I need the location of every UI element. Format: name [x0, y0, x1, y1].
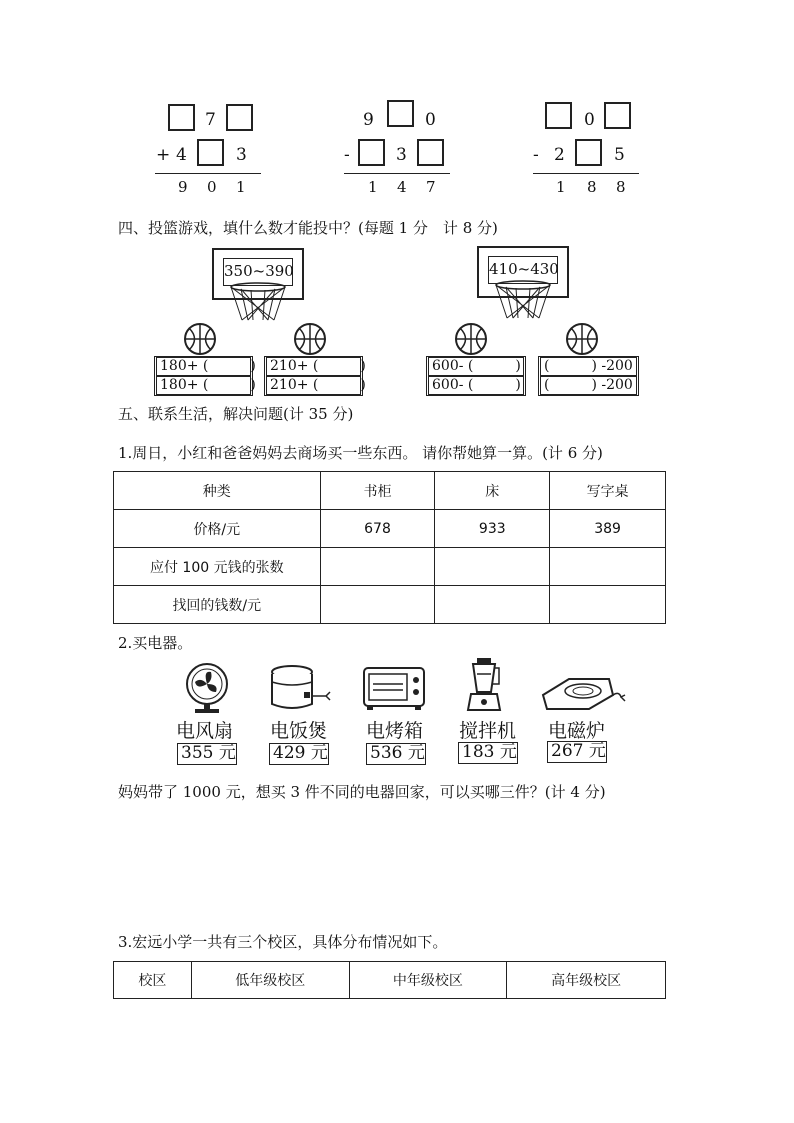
- target-range: 410~430: [488, 256, 558, 284]
- answer-box[interactable]: [168, 104, 195, 131]
- result-digit: 1: [556, 178, 566, 196]
- result-digit: 4: [397, 178, 407, 196]
- basketball-icon: [183, 322, 217, 356]
- result-digit: 1: [368, 178, 378, 196]
- price-tag: 183 元: [458, 742, 518, 764]
- fill-in-box[interactable]: 210+ ( ): [266, 357, 361, 376]
- answer-box[interactable]: [197, 139, 224, 166]
- table-header: 中年级校区: [349, 962, 507, 999]
- basketball-icon: [565, 322, 599, 356]
- answer-box[interactable]: [387, 100, 414, 127]
- fill-in-box[interactable]: ( ) -200: [540, 357, 637, 376]
- fill-in-box[interactable]: ( ) -200: [540, 376, 637, 395]
- induction-cooker-icon: [539, 673, 629, 713]
- table-header: 写字桌: [550, 472, 666, 510]
- digit: 0: [425, 110, 436, 130]
- target-range: 350~390: [223, 258, 293, 286]
- price-tag: 267 元: [547, 741, 607, 763]
- section5-title: 五、联系生活，解决问题(计 35 分): [118, 405, 354, 423]
- table-header: 低年级校区: [191, 962, 349, 999]
- basketball-icon: [454, 322, 488, 356]
- answer-box[interactable]: [226, 104, 253, 131]
- answer-box[interactable]: [417, 139, 444, 166]
- sum-line: [155, 173, 261, 174]
- fill-in-box[interactable]: 600- ( ): [428, 376, 524, 395]
- digit: 5: [614, 145, 625, 165]
- answer-box[interactable]: [604, 102, 631, 129]
- result-digit: 7: [426, 178, 436, 196]
- result-digit: 0: [207, 178, 217, 196]
- price-tag: 355 元: [177, 743, 237, 765]
- operator: -: [533, 145, 539, 165]
- basketball-icon: [293, 322, 327, 356]
- answer-cell[interactable]: [435, 548, 550, 586]
- digit: 3: [396, 145, 407, 165]
- answer-box[interactable]: [358, 139, 385, 166]
- appliance-name: 搅拌机: [459, 720, 517, 742]
- table-cell: 678: [320, 510, 435, 548]
- answer-cell[interactable]: [550, 548, 666, 586]
- appliance-name: 电饭煲: [270, 720, 328, 742]
- question-3: 3.宏远小学一共有三个校区，具体分布情况如下。: [118, 933, 448, 951]
- table-header: 校区: [114, 962, 192, 999]
- digit: 0: [584, 110, 595, 130]
- table-cell: 找回的钱数/元: [114, 586, 321, 624]
- digit: 9: [363, 110, 374, 130]
- operator: +: [156, 145, 171, 165]
- answer-cell[interactable]: [320, 548, 435, 586]
- basket-net-icon: [228, 282, 288, 324]
- table-cell: 933: [435, 510, 550, 548]
- table-cell: 应付 100 元钱的张数: [114, 548, 321, 586]
- question-2: 2.买电器。: [118, 634, 193, 652]
- basket-net-icon: [493, 280, 553, 322]
- table-header: 书柜: [320, 472, 435, 510]
- table-header: 床: [435, 472, 550, 510]
- question-2-text: 妈妈带了 1000 元，想买 3 件不同的电器回家，可以买哪三件？(计 4 分): [118, 783, 606, 801]
- question-1: 1.周日，小红和爸爸妈妈去商场买一些东西。 请你帮她算一算。(计 6 分): [118, 444, 603, 462]
- fill-in-box[interactable]: 210+ ( ): [266, 376, 361, 395]
- appliance-name: 电磁炉: [548, 720, 606, 742]
- rice-cooker-icon: [268, 662, 338, 714]
- answer-cell[interactable]: [550, 586, 666, 624]
- electric-fan-icon: [183, 662, 231, 714]
- operator: -: [344, 145, 350, 165]
- price-table: [113, 471, 666, 624]
- fill-in-box[interactable]: 600- ( ): [428, 357, 524, 376]
- campus-table: [113, 961, 666, 999]
- sum-line: [344, 173, 450, 174]
- table-cell: 389: [550, 510, 666, 548]
- fill-in-box[interactable]: 180+ ( ): [156, 376, 251, 395]
- blender-icon: [463, 656, 505, 714]
- answer-box[interactable]: [545, 102, 572, 129]
- result-digit: 9: [178, 178, 188, 196]
- result-digit: 1: [236, 178, 246, 196]
- answer-area[interactable]: [118, 812, 666, 922]
- answer-cell[interactable]: [435, 586, 550, 624]
- fill-in-box[interactable]: 180+ ( ): [156, 357, 251, 376]
- price-tag: 536 元: [366, 743, 426, 765]
- section4-title: 四、投篮游戏，填什么数才能投中？(每题 1 分 计 8 分): [118, 219, 498, 237]
- answer-cell[interactable]: [320, 586, 435, 624]
- oven-icon: [361, 664, 427, 712]
- result-digit: 8: [587, 178, 597, 196]
- digit: 7: [205, 110, 216, 130]
- digit: 2: [554, 145, 565, 165]
- table-header: 种类: [114, 472, 321, 510]
- price-tag: 429 元: [269, 743, 329, 765]
- digit: 3: [236, 145, 247, 165]
- answer-box[interactable]: [575, 139, 602, 166]
- appliance-name: 电烤箱: [366, 720, 424, 742]
- sum-line: [533, 173, 639, 174]
- digit: 4: [176, 145, 187, 165]
- appliance-name: 电风扇: [176, 720, 234, 742]
- table-cell: 价格/元: [114, 510, 321, 548]
- result-digit: 8: [616, 178, 626, 196]
- table-header: 高年级校区: [507, 962, 666, 999]
